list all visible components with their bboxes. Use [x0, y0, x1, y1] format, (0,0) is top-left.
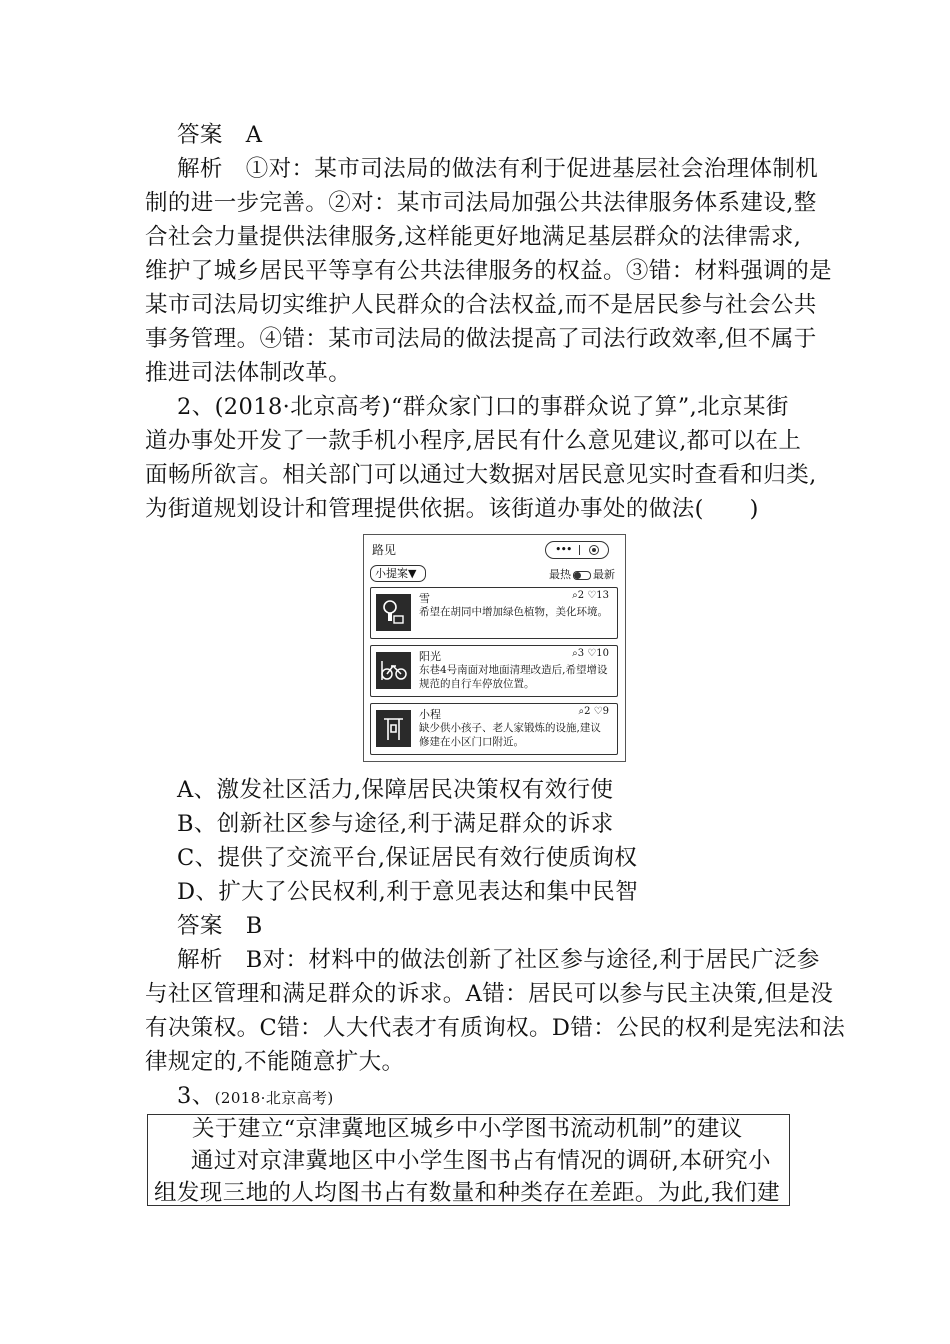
app-title: 路见 — [372, 543, 397, 557]
post-card — [370, 645, 618, 697]
q1-analysis-line: 推进司法体制改革。 — [145, 360, 352, 386]
sort-toggle — [549, 566, 615, 582]
post-text: 希望在胡同中增加绿色植物，美化环境。 — [419, 606, 608, 618]
q3-source: (2018·北京高考) — [214, 1089, 334, 1107]
sort-new-label: 最新 — [593, 568, 615, 581]
q1-analysis-line: 事务管理。④错：某市司法局的做法提高了司法行政效率,但不属于 — [145, 326, 817, 352]
q2-stem-line: 道办事处开发了一款手机小程序,居民有什么意见建议,都可以在上 — [145, 428, 802, 454]
post-text: 缺少供小孩子、老人家锻炼的设施,建议修建在小区门口附近。 — [419, 722, 601, 748]
q3-heading — [177, 1079, 810, 1115]
q2-analysis-line: 有决策权。C错：人大代表才有质询权。D错：公民的权利是宪法和法 — [145, 1015, 846, 1041]
q1-answer: 答案 A — [177, 122, 263, 148]
category-dropdown: 小提案▼ — [370, 565, 426, 582]
more-icon: ••• — [555, 543, 572, 556]
post-user: 雪 — [419, 592, 430, 605]
q2-answer: 答案 B — [177, 913, 263, 939]
q2-option-d: D、扩大了公民权利,利于意见表达和集中民智 — [177, 879, 639, 905]
q3-box-line: 组发现三地的人均图书占有数量和种类存在差距。为此,我们建 — [154, 1180, 780, 1206]
q2-stem-line: 为街道规划设计和管理提供依据。该街道办事处的做法( ) — [145, 496, 759, 522]
q1-analysis-line: 制的进一步完善。②对：某市司法局加强公共法律服务体系建设,整 — [145, 190, 817, 216]
q1-analysis-line: 某市司法局切实维护人民群众的合法权益,而不是居民参与社会公共 — [145, 292, 817, 318]
capsule-divider — [579, 545, 580, 555]
q2-stem-line: 2、(2018·北京高考)“群众家门口的事群众说了算”,北京某街 — [177, 394, 789, 420]
q3-box-line: 通过对京津冀地区中小学生图书占有情况的调研,本研究小 — [168, 1148, 771, 1174]
q2-stem-line: 面畅所欲言。相关部门可以通过大数据对居民意见实时查看和归类, — [145, 462, 817, 488]
q1-analysis-line: 合社会力量提供法律服务,这样能更好地满足基层群众的法律需求, — [145, 224, 802, 250]
bicycle-icon — [376, 652, 411, 689]
post-user: 阳光 — [419, 650, 441, 663]
toggle-icon — [573, 571, 591, 580]
post-card — [370, 587, 618, 639]
q2-option-c: C、提供了交流平台,保证居民有效行使质询权 — [177, 845, 638, 871]
plant-icon — [376, 594, 411, 631]
post-text: 东巷4号南面对地面清理改造后,希望增设规范的自行车停放位置。 — [419, 664, 608, 690]
q3-number: 3、 — [177, 1083, 215, 1109]
q3-box-title: 关于建立“京津冀地区城乡中小学图书流动机制”的建议 — [192, 1116, 743, 1142]
sort-hot-label: 最热 — [549, 568, 571, 581]
post-card — [370, 703, 618, 755]
post-stats: ⌕2 ♡13 — [572, 590, 609, 601]
close-target-icon — [589, 545, 599, 555]
post-user: 小程 — [419, 708, 441, 721]
q2-analysis-line: 解析 B对：材料中的做法创新了社区参与途径,利于居民广泛参 — [177, 947, 820, 973]
q3-material-box — [147, 1114, 790, 1206]
exercise-icon — [376, 710, 411, 747]
mini-program-figure — [363, 534, 626, 762]
q1-analysis-line: 解析 ①对：某市司法局的做法有利于促进基层社会治理体制机 — [177, 156, 819, 182]
q2-option-a: A、激发社区活力,保障居民决策权有效行使 — [177, 777, 614, 803]
q1-analysis-line: 维护了城乡居民平等享有公共法律服务的权益。③错：材料强调的是 — [145, 258, 833, 284]
q2-analysis-line: 律规定的,不能随意扩大。 — [145, 1049, 405, 1075]
q2-option-b: B、创新社区参与途径,利于满足群众的诉求 — [177, 811, 614, 837]
post-stats: ⌕2 ♡9 — [578, 706, 609, 717]
post-stats: ⌕3 ♡10 — [572, 648, 609, 659]
q2-analysis-line: 与社区管理和满足群众的诉求。A错：居民可以参与民主决策,但是没 — [145, 981, 834, 1007]
app-capsule — [545, 541, 609, 559]
